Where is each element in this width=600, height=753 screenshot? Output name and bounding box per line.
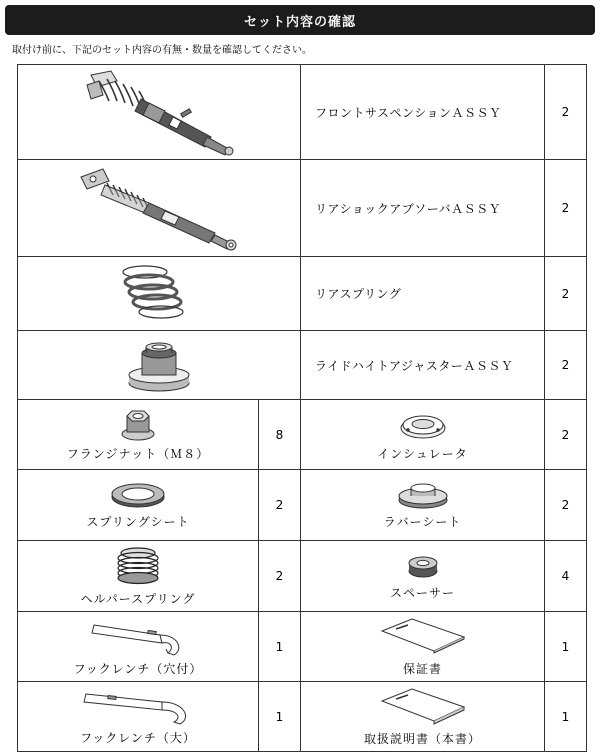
- part-name: 保証書: [402, 661, 442, 676]
- part-qty: 1: [259, 612, 301, 682]
- table-row: [18, 682, 587, 752]
- part-qty: 2: [259, 541, 301, 612]
- part-name: フロントサスペンションＡＳＳＹ: [301, 65, 545, 160]
- part-qty: 2: [545, 65, 587, 160]
- table-row: [18, 612, 587, 682]
- flange-nut-icon: [118, 408, 158, 442]
- part-name: ラバーシート: [383, 515, 462, 529]
- warranty-card-icon: [378, 617, 468, 657]
- table-row: [18, 65, 587, 160]
- part-image-cell: [301, 612, 545, 682]
- part-qty: 2: [545, 470, 587, 541]
- section-title-text: セット内容の確認: [243, 14, 356, 30]
- helper-spring-icon: [115, 545, 161, 587]
- hook-wrench-large-icon: [78, 688, 198, 726]
- part-qty: 8: [259, 400, 301, 470]
- part-qty: 2: [545, 331, 587, 400]
- rear-spring-icon: [109, 262, 209, 326]
- part-image-cell: [18, 541, 259, 612]
- part-image-cell: [18, 331, 301, 400]
- part-image-cell: [301, 682, 545, 752]
- part-qty: 2: [545, 400, 587, 470]
- part-qty: 2: [259, 470, 301, 541]
- front-suspension-icon: [69, 67, 249, 157]
- section-title: [5, 5, 595, 35]
- part-qty: 4: [545, 541, 587, 612]
- part-image-cell: [18, 257, 301, 331]
- part-name: スプリングシート: [86, 515, 190, 529]
- part-image-cell: [18, 160, 301, 257]
- part-qty: 1: [259, 682, 301, 752]
- parts-table: [17, 64, 587, 752]
- hook-wrench-with-hole-icon: [88, 617, 188, 657]
- instruction-manual-icon: [378, 687, 468, 727]
- table-row: [18, 400, 587, 470]
- insulator-icon: [398, 408, 448, 442]
- rear-shock-absorber-icon: [69, 163, 249, 253]
- part-name: スペーサー: [389, 586, 455, 600]
- part-name: 取扱説明書（本書）: [363, 731, 481, 746]
- part-name: フックレンチ（大）: [80, 730, 196, 745]
- part-name: リアショックアブソーバＡＳＳＹ: [301, 160, 545, 257]
- rubber-seat-icon: [396, 480, 450, 510]
- ride-height-adjuster-icon: [124, 335, 194, 395]
- intro-text: 取付け前に、下記のセット内容の有無・数量を確認してください。: [12, 45, 312, 56]
- part-image-cell: [18, 470, 259, 541]
- part-image-cell: [18, 65, 301, 160]
- part-name: フックレンチ（穴付）: [73, 661, 203, 676]
- part-qty: 1: [545, 682, 587, 752]
- part-name: フランジナット（Ｍ８）: [66, 446, 210, 461]
- table-row: [18, 541, 587, 612]
- spacer-icon: [405, 551, 441, 581]
- part-name: ライドハイトアジャスターＡＳＳＹ: [301, 331, 545, 400]
- part-name: リアスプリング: [301, 257, 545, 331]
- table-row: [18, 160, 587, 257]
- table-row: [18, 470, 587, 541]
- part-image-cell: [301, 400, 545, 470]
- part-image-cell: [18, 682, 259, 752]
- table-row: [18, 331, 587, 400]
- part-qty: 2: [545, 257, 587, 331]
- table-row: [18, 257, 587, 331]
- part-qty: 1: [545, 612, 587, 682]
- part-image-cell: [18, 400, 259, 470]
- part-qty: 2: [545, 160, 587, 257]
- part-image-cell: [301, 541, 545, 612]
- part-name: ヘルパースプリング: [80, 592, 196, 606]
- part-name: インシュレータ: [377, 446, 468, 461]
- part-image-cell: [18, 612, 259, 682]
- part-image-cell: [301, 470, 545, 541]
- spring-seat-icon: [108, 480, 168, 510]
